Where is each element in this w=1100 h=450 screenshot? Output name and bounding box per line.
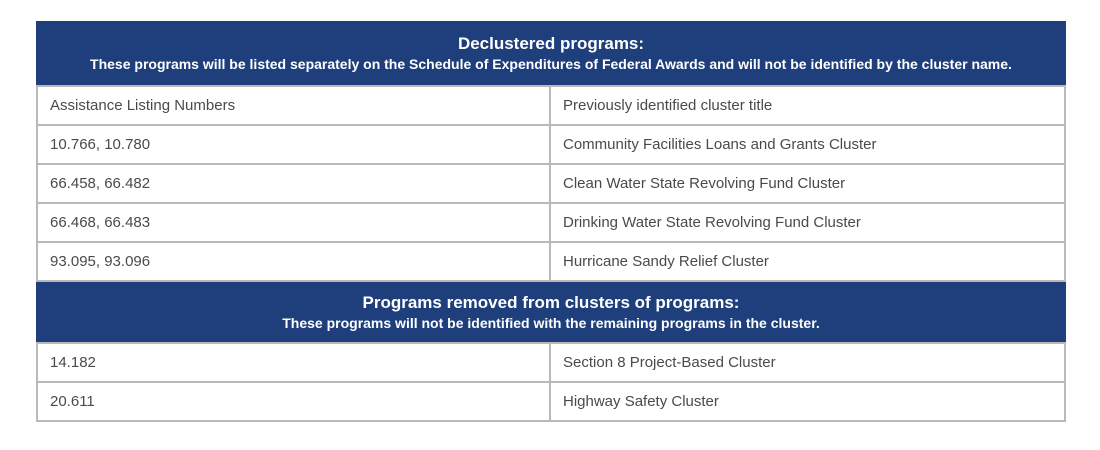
listing-numbers-cell: 66.468, 66.483: [38, 204, 551, 241]
listing-numbers-cell: 10.766, 10.780: [38, 126, 551, 163]
table-row: [36, 342, 1066, 383]
table-row: [36, 243, 1066, 282]
cluster-title-cell: Clean Water State Revolving Fund Cluster: [563, 175, 846, 192]
listing-numbers-cell: 20.611: [38, 383, 551, 420]
removed-header: [36, 282, 1066, 342]
table-row: [36, 85, 1066, 126]
removed-subtitle: These programs will not be identified with the remaining programs in the cluster.: [282, 315, 820, 331]
table-row: [36, 204, 1066, 243]
removed-title: Programs removed from clusters of programs:: [362, 293, 740, 312]
cluster-title-cell: Highway Safety Cluster: [563, 393, 719, 410]
column-header-cluster-title: Previously identified cluster title: [563, 97, 773, 114]
declustered-header: [36, 21, 1066, 85]
table-row: [36, 165, 1066, 204]
declustered-title: Declustered programs:: [457, 34, 645, 53]
listing-numbers-cell: 66.458, 66.482: [38, 165, 551, 202]
column-header-listing-numbers: Assistance Listing Numbers: [38, 87, 551, 124]
declustered-subtitle: These programs will be listed separately on the Schedule of Expenditures of Federal Awards and will not be identified by the cluster name.: [90, 56, 1012, 72]
listing-numbers-cell: 14.182: [38, 344, 551, 381]
programs-table: [36, 21, 1066, 422]
table-row: [36, 383, 1066, 422]
table-row: [36, 126, 1066, 165]
cluster-title-cell: Hurricane Sandy Relief Cluster: [563, 253, 769, 270]
listing-numbers-cell: 93.095, 93.096: [38, 243, 551, 280]
cluster-title-cell: Drinking Water State Revolving Fund Cluster: [563, 214, 861, 231]
cluster-title-cell: Section 8 Project-Based Cluster: [563, 354, 776, 371]
cluster-title-cell: Community Facilities Loans and Grants Cluster: [563, 136, 877, 153]
